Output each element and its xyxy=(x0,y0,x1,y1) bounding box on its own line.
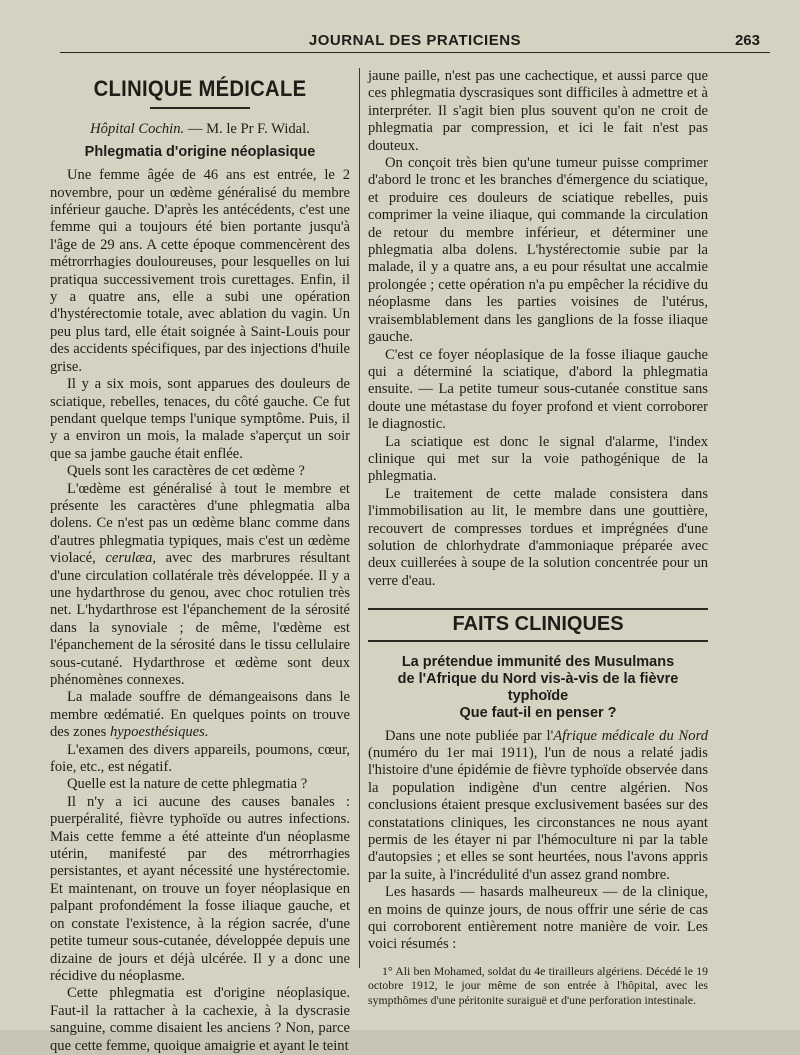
byline-hospital: Hôpital Cochin. xyxy=(90,121,185,138)
paragraph: Cette phlegmatia est d'origine néoplasique. Faut-il la rattacher à la cachexie, à la dyscrasie sanguine, comme disaient les anciens ? Non, parce que cette femme, quoique amaigrie et ayant le teint xyxy=(50,985,350,1054)
paragraph-text: Dans une note publiée par l' xyxy=(385,727,554,744)
article-title-line: Que faut-il en penser ? xyxy=(459,704,617,721)
paragraph-text: L'œdème est généralisé à tout le membre et présente les caractères d'une phlegmatia alba dolens. Ce n'est pas un œdème blanc comme dans d'autres phlegmatia typiques, mais c'est un œdème violacé, xyxy=(50,480,350,567)
paragraph xyxy=(368,728,708,885)
case-note-text: 1° Ali ben Mohamed, soldat du 4e tirailleurs algériens. Décédé le 19 octobre 1912, le jour même de son entrée à l'hôpital, avec les sympthômes d'une péritonite suraiguë et d'une perforation intestinale. xyxy=(368,963,708,1007)
page-number: 263 xyxy=(734,32,760,49)
section-rule xyxy=(150,107,250,109)
paragraph xyxy=(50,689,350,741)
italic-term: cerulæa, xyxy=(105,550,157,567)
paragraph: Il y a six mois, sont apparues des douleurs de sciatique, rebelles, tenaces, du côté gauche. Ce fut pendant quelque temps l'unique symptôme. Puis, il y a environ un mois, la malade s'aperçut un soir que sa jambe gauche était enflée. xyxy=(50,376,350,462)
byline-author: — M. le Pr F. Widal. xyxy=(187,121,310,138)
article-title-line: de l'Afrique du Nord vis-à-vis de la fièvre typhoïde xyxy=(397,670,679,704)
paragraph: C'est ce foyer néoplasique de la fosse iliaque gauche qui a déterminé la sciatique, d'abord la phlegmatia ensuite. — La petite tumeur sous-cutanée constitue sans doute une métastase du foyer profond et vient corroborer le diagnostic. xyxy=(368,346,708,433)
right-column xyxy=(368,68,708,1007)
italic-journal: Afrique médicale du Nord xyxy=(553,727,708,744)
paragraph: Le traitement de cette malade consistera dans l'immobilisation au lit, le membre dans une gouttière, recouvert de compresses tordues et imprégnées d'une solution de chlorhydrate d'ammoniaque préparée avec deux cuillerées à soupe de la solution concentrée pour un verre d'eau. xyxy=(368,485,708,589)
paragraph xyxy=(50,481,350,690)
article-subtitle: Phlegmatia d'origine néoplasique xyxy=(84,143,316,160)
article-title xyxy=(368,654,708,722)
page-header xyxy=(60,30,770,53)
byline xyxy=(50,121,350,138)
journal-title: JOURNAL DES PRATICIENS xyxy=(308,32,522,49)
paragraph-text: La malade souffre de démangeaisons dans le membre œdématié. En quelques points on trouve des zones xyxy=(50,689,350,741)
case-note xyxy=(368,964,708,1008)
paragraph: Quelle est la nature de cette phlegmatia ? xyxy=(67,776,308,793)
paragraph: La sciatique est donc le signal d'alarme, l'index clinique qui met sur la voie pathogénique de la phlegmatia. xyxy=(368,433,708,485)
paragraph-text: (numéro du 1er mai 1911), l'un de nous a relaté jadis l'histoire d'une épidémie de fièvre typhoïde observée dans la population indigène d'un centre algérien. Nos conclusions étaient presque exclusivement basées sur des constatations cliniques, les circonstances ne nous ayant permis de les étayer ni par l'hémoculture ni par la table d'autopsies ; et elles se sont heurtées, nous l'avons appris par la suite, à l'incrédulité d'un assez grand nombre. xyxy=(368,745,708,883)
paragraph: jaune paille, n'est pas une cachectique, et aussi parce que ces phlegmatia dyscrasiques sont difficiles à admettre et à interpréter. Il s'agit bien plus souvent qu'on ne croit de phlegmatia par compression, et ici le fait n'est pas douteux. xyxy=(368,68,708,154)
paragraph: Les hasards — hasards malheureux — de la clinique, en moins de quinze jours, de nous offrir une série de cas qui corroborent entièrement notre manière de voir. Les voici résumés : xyxy=(368,884,708,953)
paragraph: Quels sont les caractères de cet œdème ? xyxy=(67,463,305,480)
italic-term: hypoesthésiques. xyxy=(110,724,209,741)
section-title-faits: FAITS CLINIQUES xyxy=(368,608,708,641)
paragraph-text: avec des marbrures résultant d'une circulation collatérale très développée. Il y a une hydarthrose du genou, avec choc rotulien très net. L'hydarthrose est l'épanchement de la sérosité dans la synoviale ; de même, l'œdème est l'épanchement de la sérosité dans le tissu cellulaire sous-cutané. Hydarthrose et œdème sont deux phénomènes connexes. xyxy=(50,550,350,688)
paragraph: Une femme âgée de 46 ans est entrée, le 2 novembre, pour un œdème généralisé du membre inférieur gauche. D'après les antécédents, c'est une femme qui a toujours été bien portante jusqu'à l'âge de 29 ans. A cette époque commencèrent des métrorrhagies douloureuses, pour lesquelles on lui pratiqua successivement trois curettages. Enfin, il y a quatre ans, elle a subi une opération d'hystérectomie totale, avec ablation du vagin. Un peu plus tard, elle était soignée à Saint-Louis pour des accidents spécifiques, par des injections d'huile grise. xyxy=(50,167,350,375)
left-column xyxy=(50,68,350,1055)
paragraph: Il n'y a ici aucune des causes banales : puerpéralité, fièvre typhoïde ou autres infections. Mais cette femme a été atteinte d'un néoplasme utérin, manifesté par des métrorrhagies persistantes, et ayant nécessité une hystérectomie. Et maintenant, on trouve un foyer néoplasique en palpant profondément la fosse iliaque gauche, et on constate l'existence, à la région sacrée, d'une petite tumeur sous-cutanée, développée depuis une dizaine de jours et déjà ulcérée. Il y a donc une récidive du néoplasme. xyxy=(50,793,350,984)
paragraph: L'examen des divers appareils, poumons, cœur, foie, etc., est négatif. xyxy=(50,741,350,776)
paragraph: On conçoit très bien qu'une tumeur puisse comprimer d'abord le tronc et les branches d'émergence du sciatique, et produire ces douleurs de sciatique rebelles, puis comprimer la veine iliaque, qui commande la circulation de retour du membre inférieur, et déterminer une phlegmatia alba dolens. L'hystérectomie subie par la malade, il y a quatre ans, a eu pour résultat une accalmie prolongée ; cette opération n'a pu empêcher la récidive du néoplasme dans les parties voisines de l'utérus, vraisemblablement dans les ganglions de la fosse iliaque gauche. xyxy=(368,155,708,346)
section-title-clinique: CLINIQUE MÉDICALE xyxy=(93,76,307,101)
article-title-line: La prétendue immunité des Musulmans xyxy=(401,653,675,670)
column-divider xyxy=(359,68,360,968)
